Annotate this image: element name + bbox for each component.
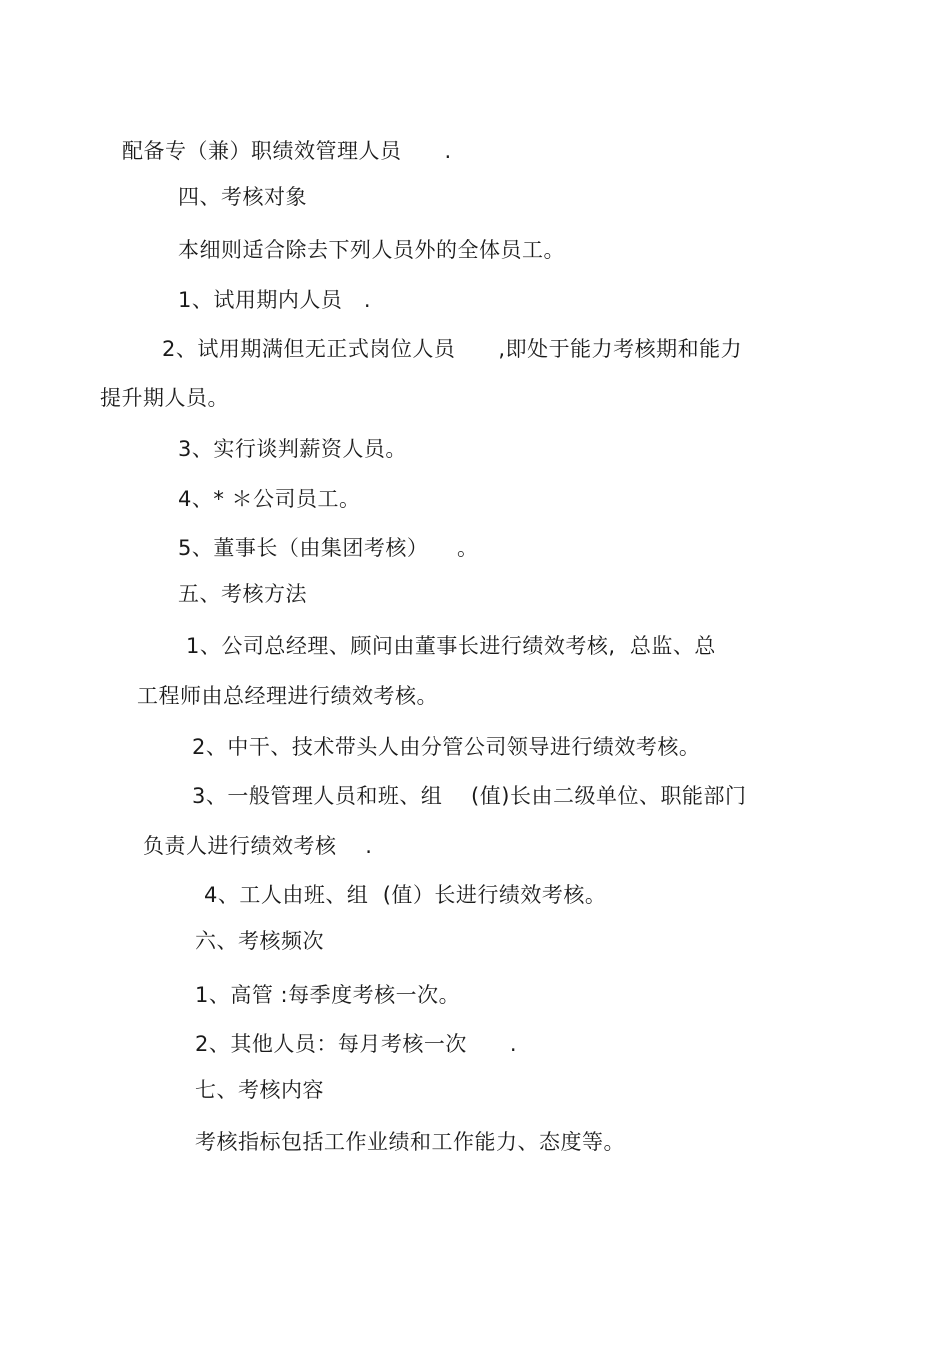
- list-item-4-1: 1、试用期内人员 .: [178, 288, 372, 312]
- list-item-5-3-cont: 负责人进行绩效考核 .: [143, 834, 373, 858]
- list-item-5-2: 2、中干、技术带头人由分管公司领导进行绩效考核。: [192, 735, 701, 759]
- list-item-4-5: 5、董事长（由集团考核） 。: [178, 536, 479, 560]
- section-heading-7: 七、考核内容: [195, 1078, 324, 1102]
- list-item-4-4: 4、* ＊公司员工。: [178, 487, 361, 511]
- section-heading-5: 五、考核方法: [178, 582, 307, 606]
- list-item-4-2-cont: 提升期人员。: [100, 386, 229, 410]
- section-heading-4: 四、考核对象: [178, 185, 307, 209]
- list-item-5-4: 4、工人由班、组 (值）长进行绩效考核。: [204, 883, 607, 907]
- list-item-6-2: 2、其他人员：每月考核一次 .: [195, 1032, 518, 1056]
- list-item-6-1: 1、高管 :每季度考核一次。: [195, 983, 461, 1007]
- section-heading-6: 六、考核频次: [195, 929, 324, 953]
- list-item-5-3: 3、一般管理人员和班、组 (值)长由二级单位、职能部门: [192, 784, 747, 808]
- list-item-4-2: 2、试用期满但无正式岗位人员 ,即处于能力考核期和能力: [162, 337, 743, 361]
- list-item-5-1: 1、公司总经理、顾问由董事长进行绩效考核, 总监、总: [186, 634, 716, 658]
- text-line-3: 本细则适合除去下列人员外的全体员工。: [178, 238, 565, 262]
- list-item-5-1-cont: 工程师由总经理进行绩效考核。: [137, 684, 438, 708]
- text-line-21: 考核指标包括工作业绩和工作能力、态度等。: [195, 1130, 625, 1154]
- list-item-4-3: 3、实行谈判薪资人员。: [178, 437, 407, 461]
- text-line-1: 配备专（兼）职绩效管理人员 .: [122, 139, 452, 163]
